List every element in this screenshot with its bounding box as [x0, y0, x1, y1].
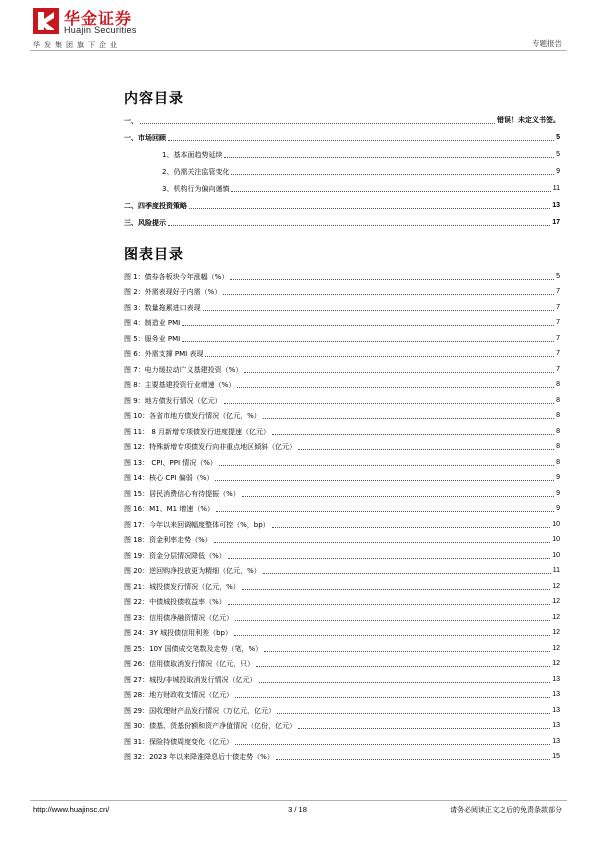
toc-entry-page: 5 — [556, 151, 560, 158]
figure-entry-page: 8 — [556, 458, 560, 466]
figure-entry-page: 12 — [552, 598, 560, 605]
figure-entry-label: 图 18：资金利率走势（%） — [124, 536, 212, 544]
figure-entry-page: 7 — [556, 365, 560, 373]
figure-entry[interactable] — [124, 576, 560, 592]
figure-entry[interactable] — [124, 375, 560, 391]
figure-entry[interactable] — [124, 499, 560, 515]
figure-entry-page: 10 — [552, 551, 560, 559]
group-tagline: 华发集团旗下企业 — [33, 41, 121, 49]
figure-entry-page: 12 — [552, 582, 560, 590]
brand-name-english: Huajin Securities — [64, 25, 137, 35]
figure-entry-page: 13 — [552, 691, 560, 698]
figure-entry[interactable] — [124, 421, 560, 437]
figure-entry[interactable] — [124, 266, 560, 282]
figure-entry-label: 图 24：3Y 城投债信用利差（bp） — [124, 629, 232, 637]
dot-leader — [234, 635, 550, 636]
figure-entry-page: 10 — [552, 520, 560, 528]
figure-entry-page: 9 — [556, 474, 560, 481]
figure-entry[interactable] — [124, 297, 560, 313]
figure-entry-label: 图 11： 8 月新增专项债发行进度提速（亿元） — [124, 427, 271, 436]
dot-leader — [298, 449, 554, 450]
figure-entry-page: 8 — [556, 443, 560, 450]
dot-leader — [263, 573, 551, 574]
figure-entry-label: 图 13： CPI、PPI 情况（%） — [124, 458, 217, 467]
figure-entry[interactable] — [124, 607, 560, 623]
dot-leader — [298, 728, 550, 729]
dot-leader — [168, 225, 550, 226]
toc-entry[interactable] — [124, 211, 560, 228]
figure-entry-label: 图 19：资金分层情况降低（%） — [124, 551, 226, 560]
dot-leader — [216, 511, 554, 512]
toc-entry-label: 三、风险提示 — [124, 219, 166, 227]
figure-entry[interactable] — [124, 468, 560, 484]
footer-disclaimer: 请务必阅读正文之后的免责条款部分 — [450, 806, 562, 814]
figure-entry-label: 图 3：数量拖累进口表现 — [124, 303, 201, 312]
dot-leader — [242, 589, 550, 590]
brand-name: 华金证券 — [64, 9, 133, 28]
figure-entry[interactable] — [124, 700, 560, 716]
page-header — [0, 0, 595, 56]
toc-entry-page: 9 — [556, 168, 560, 175]
toc-entry[interactable] — [124, 194, 560, 211]
figure-entry-page: 13 — [552, 722, 560, 729]
figure-entry-page: 7 — [556, 334, 560, 342]
figure-entry-label: 图 17：今年以来回调幅度整体可控（%，bp） — [124, 520, 270, 529]
figure-entry-page: 7 — [556, 288, 560, 295]
dot-leader — [219, 465, 554, 466]
dot-leader — [182, 325, 554, 326]
figure-entry[interactable] — [124, 530, 560, 546]
dot-leader — [205, 356, 554, 357]
figure-entry-page: 8 — [556, 381, 560, 388]
figure-entry[interactable] — [124, 344, 560, 360]
toc-title: 内容目录 — [124, 91, 184, 107]
dot-leader — [259, 682, 551, 683]
figure-entry-label: 图 30：债基、货基份额和资产净值情况（亿份，亿元） — [124, 722, 297, 730]
figure-entry-label: 图 6：外需支撑 PMI 表现 — [124, 350, 204, 358]
figure-entry[interactable] — [124, 623, 560, 639]
dot-leader — [256, 666, 550, 667]
toc-entry-page: 错误！未定义书签。 — [497, 117, 560, 124]
figure-entry-page: 8 — [556, 427, 560, 435]
dot-leader — [272, 527, 551, 528]
figure-entry[interactable] — [124, 406, 560, 422]
dot-leader — [235, 744, 550, 745]
dot-leader — [231, 174, 554, 175]
dot-leader — [214, 542, 550, 543]
figure-entry-page: 8 — [556, 396, 560, 404]
figure-entry[interactable] — [124, 654, 560, 670]
figure-entry-label: 图 10：各省市地方债发行情况（亿元，%） — [124, 412, 261, 420]
figure-entry-label: 图 15：居民消费信心有待提振（%） — [124, 489, 240, 498]
dot-leader — [189, 208, 550, 209]
huajin-logo-icon — [33, 8, 59, 34]
dot-leader — [228, 604, 550, 605]
figure-entry-page: 5 — [556, 272, 560, 280]
report-type: 专题报告 — [532, 39, 562, 48]
toc-entry-page: 17 — [552, 219, 560, 226]
figure-entry-label: 图 4：制造业 PMI — [124, 319, 181, 327]
figure-entry[interactable] — [124, 452, 560, 468]
figure-entry[interactable] — [124, 390, 560, 406]
toc-entry-label: 一、市场回顾 — [124, 134, 166, 142]
toc-entry-label: 3、机构行为偏向谨慎 — [162, 185, 230, 193]
footer-divider — [30, 800, 567, 801]
toc-entry-page: 5 — [556, 134, 560, 141]
figure-entry-page: 12 — [552, 629, 560, 636]
toc-entry[interactable] — [124, 160, 560, 177]
figure-entry-label: 图 32：2023 年以来降准降息后十债走势（%） — [124, 753, 274, 761]
figure-entry-label: 图 12：特殊新增专项债发行向非重点地区倾斜（亿元） — [124, 443, 297, 451]
table-of-contents — [124, 109, 560, 228]
dot-leader — [237, 387, 554, 388]
figure-entry-page: 13 — [552, 675, 560, 683]
toc-entry-label: 1、基本面趋势延续 — [162, 151, 223, 159]
toc-entry-page: 11 — [552, 185, 560, 192]
figure-entry-label: 图 2：外需表现好于内需（%） — [124, 288, 222, 296]
figure-entry-page: 7 — [556, 303, 560, 311]
figure-entry-label: 图 14：核心 CPI 偏弱（%） — [124, 474, 214, 482]
dot-leader — [230, 279, 554, 280]
figure-entry-label: 图 26：信用债取消发行情况（亿元，只） — [124, 660, 255, 668]
header-divider — [30, 50, 567, 51]
figure-entry-label: 图 8：主要基建投资行业增速（%） — [124, 381, 236, 389]
toc-entry-page: 13 — [552, 202, 560, 209]
dot-leader — [272, 434, 554, 435]
toc-entry[interactable] — [124, 177, 560, 194]
toc-entry-label: 2、仍需关注监管变化 — [162, 168, 230, 176]
dot-leader — [276, 759, 550, 760]
dot-leader — [223, 294, 554, 295]
figure-entry-page: 7 — [556, 350, 560, 357]
figure-entry-page: 12 — [552, 660, 560, 667]
figure-entry-label: 图 1：债券各板块今年涨幅（%） — [124, 272, 229, 281]
figure-entry[interactable] — [124, 514, 560, 530]
dot-leader — [242, 496, 554, 497]
figure-entry[interactable] — [124, 685, 560, 701]
figure-list-title: 图表目录 — [124, 247, 184, 263]
figure-entry-label: 图 23：信用债净融资情况（亿元） — [124, 613, 234, 622]
toc-entry-label: 二、四季度投资策略 — [124, 202, 187, 210]
dot-leader — [228, 558, 550, 559]
figure-entry-label: 图 16：M1、M1 增速（%） — [124, 505, 214, 513]
figure-entry-label: 图 20：逆回购净投放更为精细（亿元，%） — [124, 567, 261, 575]
figure-entry-label: 图 25：10Y 国债成交笔数及走势（笔，%） — [124, 644, 263, 653]
figure-entry-page: 13 — [552, 706, 560, 714]
figure-entry-page: 11 — [552, 567, 560, 574]
figure-entry-page: 7 — [556, 319, 560, 326]
figure-entry-page: 8 — [556, 412, 560, 419]
figure-entry[interactable] — [124, 592, 560, 608]
figure-entry-page: 13 — [552, 737, 560, 745]
toc-entry[interactable] — [124, 126, 560, 143]
figure-entry-label: 图 29：国收理财产品发行情况（万亿元，亿元） — [124, 706, 276, 715]
figure-entry[interactable] — [124, 561, 560, 577]
figure-entry-label: 图 28：地方财政收支情况（亿元） — [124, 691, 234, 699]
dot-leader — [244, 372, 554, 373]
figure-entry-page: 15 — [552, 753, 560, 760]
figure-entry-page: 9 — [556, 489, 560, 497]
dot-leader — [264, 651, 550, 652]
figure-entry[interactable] — [124, 545, 560, 561]
toc-entry[interactable] — [124, 143, 560, 160]
figure-list — [124, 266, 560, 762]
figure-entry[interactable] — [124, 282, 560, 298]
dot-leader — [231, 191, 550, 192]
figure-entry[interactable] — [124, 313, 560, 329]
figure-entry[interactable] — [124, 638, 560, 654]
figure-entry[interactable] — [124, 328, 560, 344]
figure-entry-label: 图 22：中债城投债收益率（%） — [124, 598, 226, 606]
dot-leader — [277, 713, 550, 714]
footer-page-number: 3 / 18 — [288, 805, 307, 814]
figure-entry-label: 图 31：保险持债周度变化（亿元） — [124, 737, 234, 746]
dot-leader — [235, 697, 550, 698]
dot-leader — [224, 403, 554, 404]
figure-entry[interactable] — [124, 437, 560, 453]
figure-entry-page: 9 — [556, 505, 560, 512]
figure-entry-page: 10 — [552, 536, 560, 543]
dot-leader — [140, 123, 495, 124]
footer-url-link[interactable]: http://www.huajinsc.cn/ — [33, 805, 110, 814]
dot-leader — [235, 620, 550, 621]
figure-entry[interactable] — [124, 731, 560, 747]
figure-entry[interactable] — [124, 483, 560, 499]
figure-entry-page: 12 — [552, 644, 560, 652]
figure-entry-label: 图 7：电力缓拉动广义基建投资（%） — [124, 365, 243, 374]
figure-entry[interactable] — [124, 359, 560, 375]
toc-entry[interactable] — [124, 109, 560, 126]
figure-entry-label: 图 27：城投/非城投取消发行情况（亿元） — [124, 675, 257, 684]
dot-leader — [215, 480, 554, 481]
figure-entry-label: 图 9：地方债发行情况（亿元） — [124, 396, 222, 405]
dot-leader — [263, 418, 554, 419]
dot-leader — [182, 341, 554, 342]
figure-entry[interactable] — [124, 747, 560, 763]
toc-entry-label: 一、 — [124, 117, 138, 125]
dot-leader — [203, 310, 554, 311]
figure-entry[interactable] — [124, 716, 560, 732]
figure-entry-label: 图 5：服务业 PMI — [124, 334, 181, 343]
dot-leader — [168, 140, 554, 141]
figure-entry-page: 12 — [552, 613, 560, 621]
figure-entry[interactable] — [124, 669, 560, 685]
dot-leader — [224, 157, 554, 158]
figure-entry-label: 图 21：城投债发行情况（亿元，%） — [124, 582, 240, 591]
